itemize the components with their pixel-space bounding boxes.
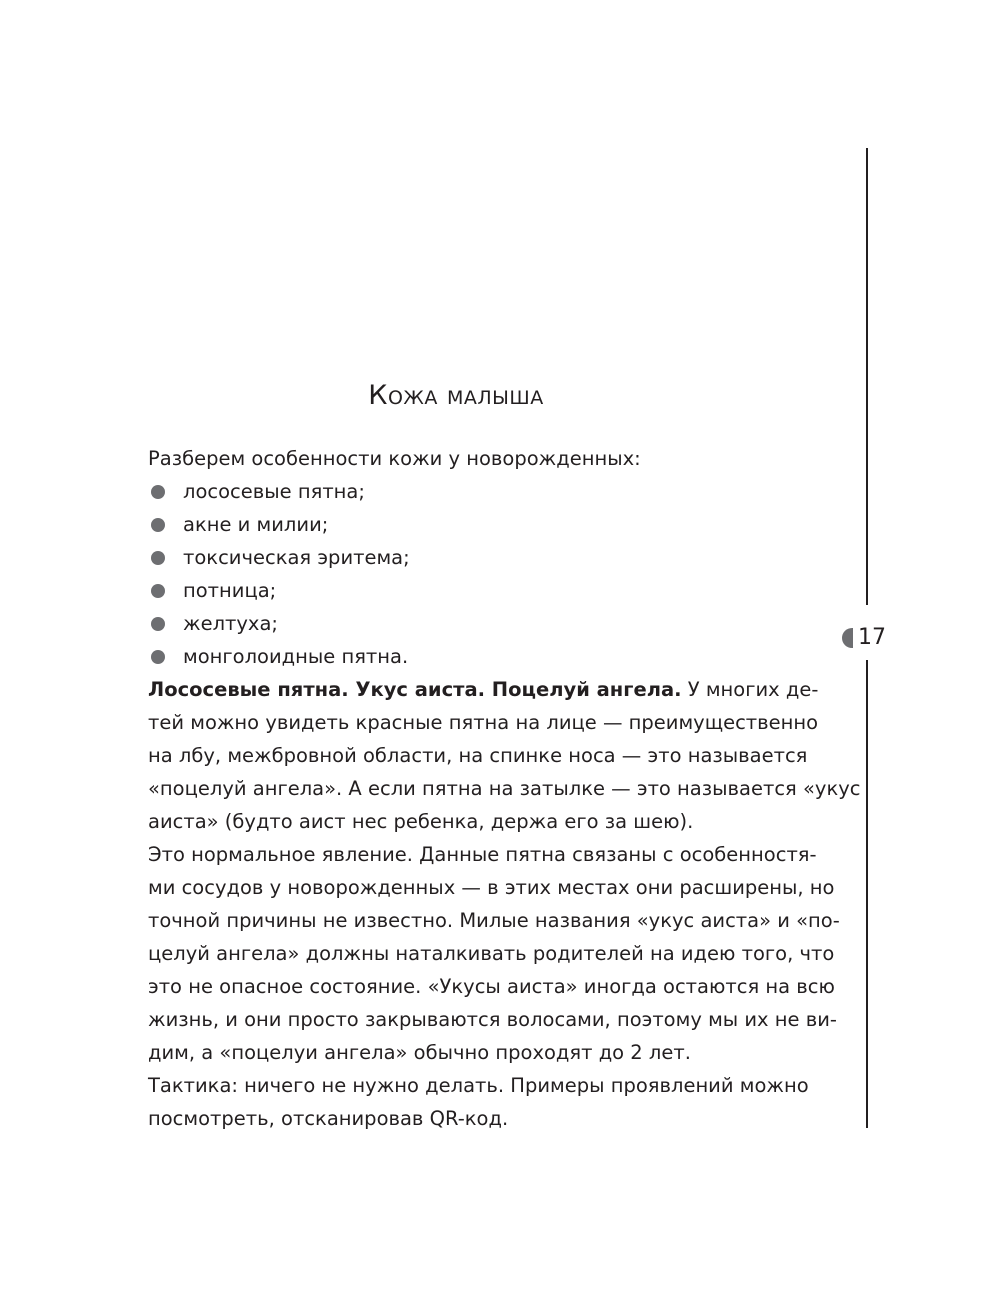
paragraph-line: аиста» (будто аист нес ребенка, держа его за шею).	[148, 810, 694, 833]
page-number: 17	[858, 625, 886, 650]
margin-rule-bottom	[866, 660, 868, 1128]
paragraph-line: точной причины не известно. Милые названия «укус аиста» и «по-	[148, 909, 840, 932]
list-item: акне и милии;	[148, 508, 790, 541]
paragraph-line: целуй ангела» должны наталкивать родителей на идею того, что	[148, 942, 835, 965]
paragraph-line: на лбу, межбровной области, на спинке носа — это называется	[148, 744, 808, 767]
paragraph-line: это не опасное состояние. «Укусы аиста» иногда остаются на всю	[148, 975, 835, 998]
paragraph-line: жизнь, и они просто закрываются волосами, поэтому мы их не ви-	[148, 1008, 837, 1031]
paragraph-lead: Лососевые пятна. Укус аиста. Поцелуй ангела.	[148, 678, 682, 701]
list-item: лососевые пятна;	[148, 475, 790, 508]
margin-rule-top	[866, 148, 868, 605]
intro-line: Разберем особенности кожи у новорожденных:	[148, 447, 641, 470]
paragraph-line	[148, 673, 819, 706]
list-item: монголоидные пятна.	[148, 640, 790, 673]
list-item: потница;	[148, 574, 790, 607]
list-item: токсическая эритема;	[148, 541, 790, 574]
paragraph-text: У многих де-	[681, 678, 819, 701]
paragraph-line: посмотреть, отсканировав QR-код.	[148, 1107, 509, 1130]
paragraph-line: Тактика: ничего не нужно делать. Примеры проявлений можно	[148, 1074, 809, 1097]
paragraph-line: дим, а «поцелуи ангела» обычно проходят до 2 лет.	[148, 1041, 691, 1064]
chapter-title: Кожа малыша	[368, 380, 544, 411]
half-circle-marker-icon	[842, 628, 853, 648]
paragraph-line: тей можно увидеть красные пятна на лице — преимущественно	[148, 711, 819, 734]
paragraph-line: ми сосудов у новорожденных — в этих местах они расширены, но	[148, 876, 835, 899]
paragraph-line: «поцелуй ангела». А если пятна на затылке — это называется «укус	[148, 777, 861, 800]
list-item: желтуха;	[148, 607, 790, 640]
body-text	[148, 442, 861, 1135]
paragraph-line: Это нормальное явление. Данные пятна связаны с особенностя-	[148, 843, 817, 866]
